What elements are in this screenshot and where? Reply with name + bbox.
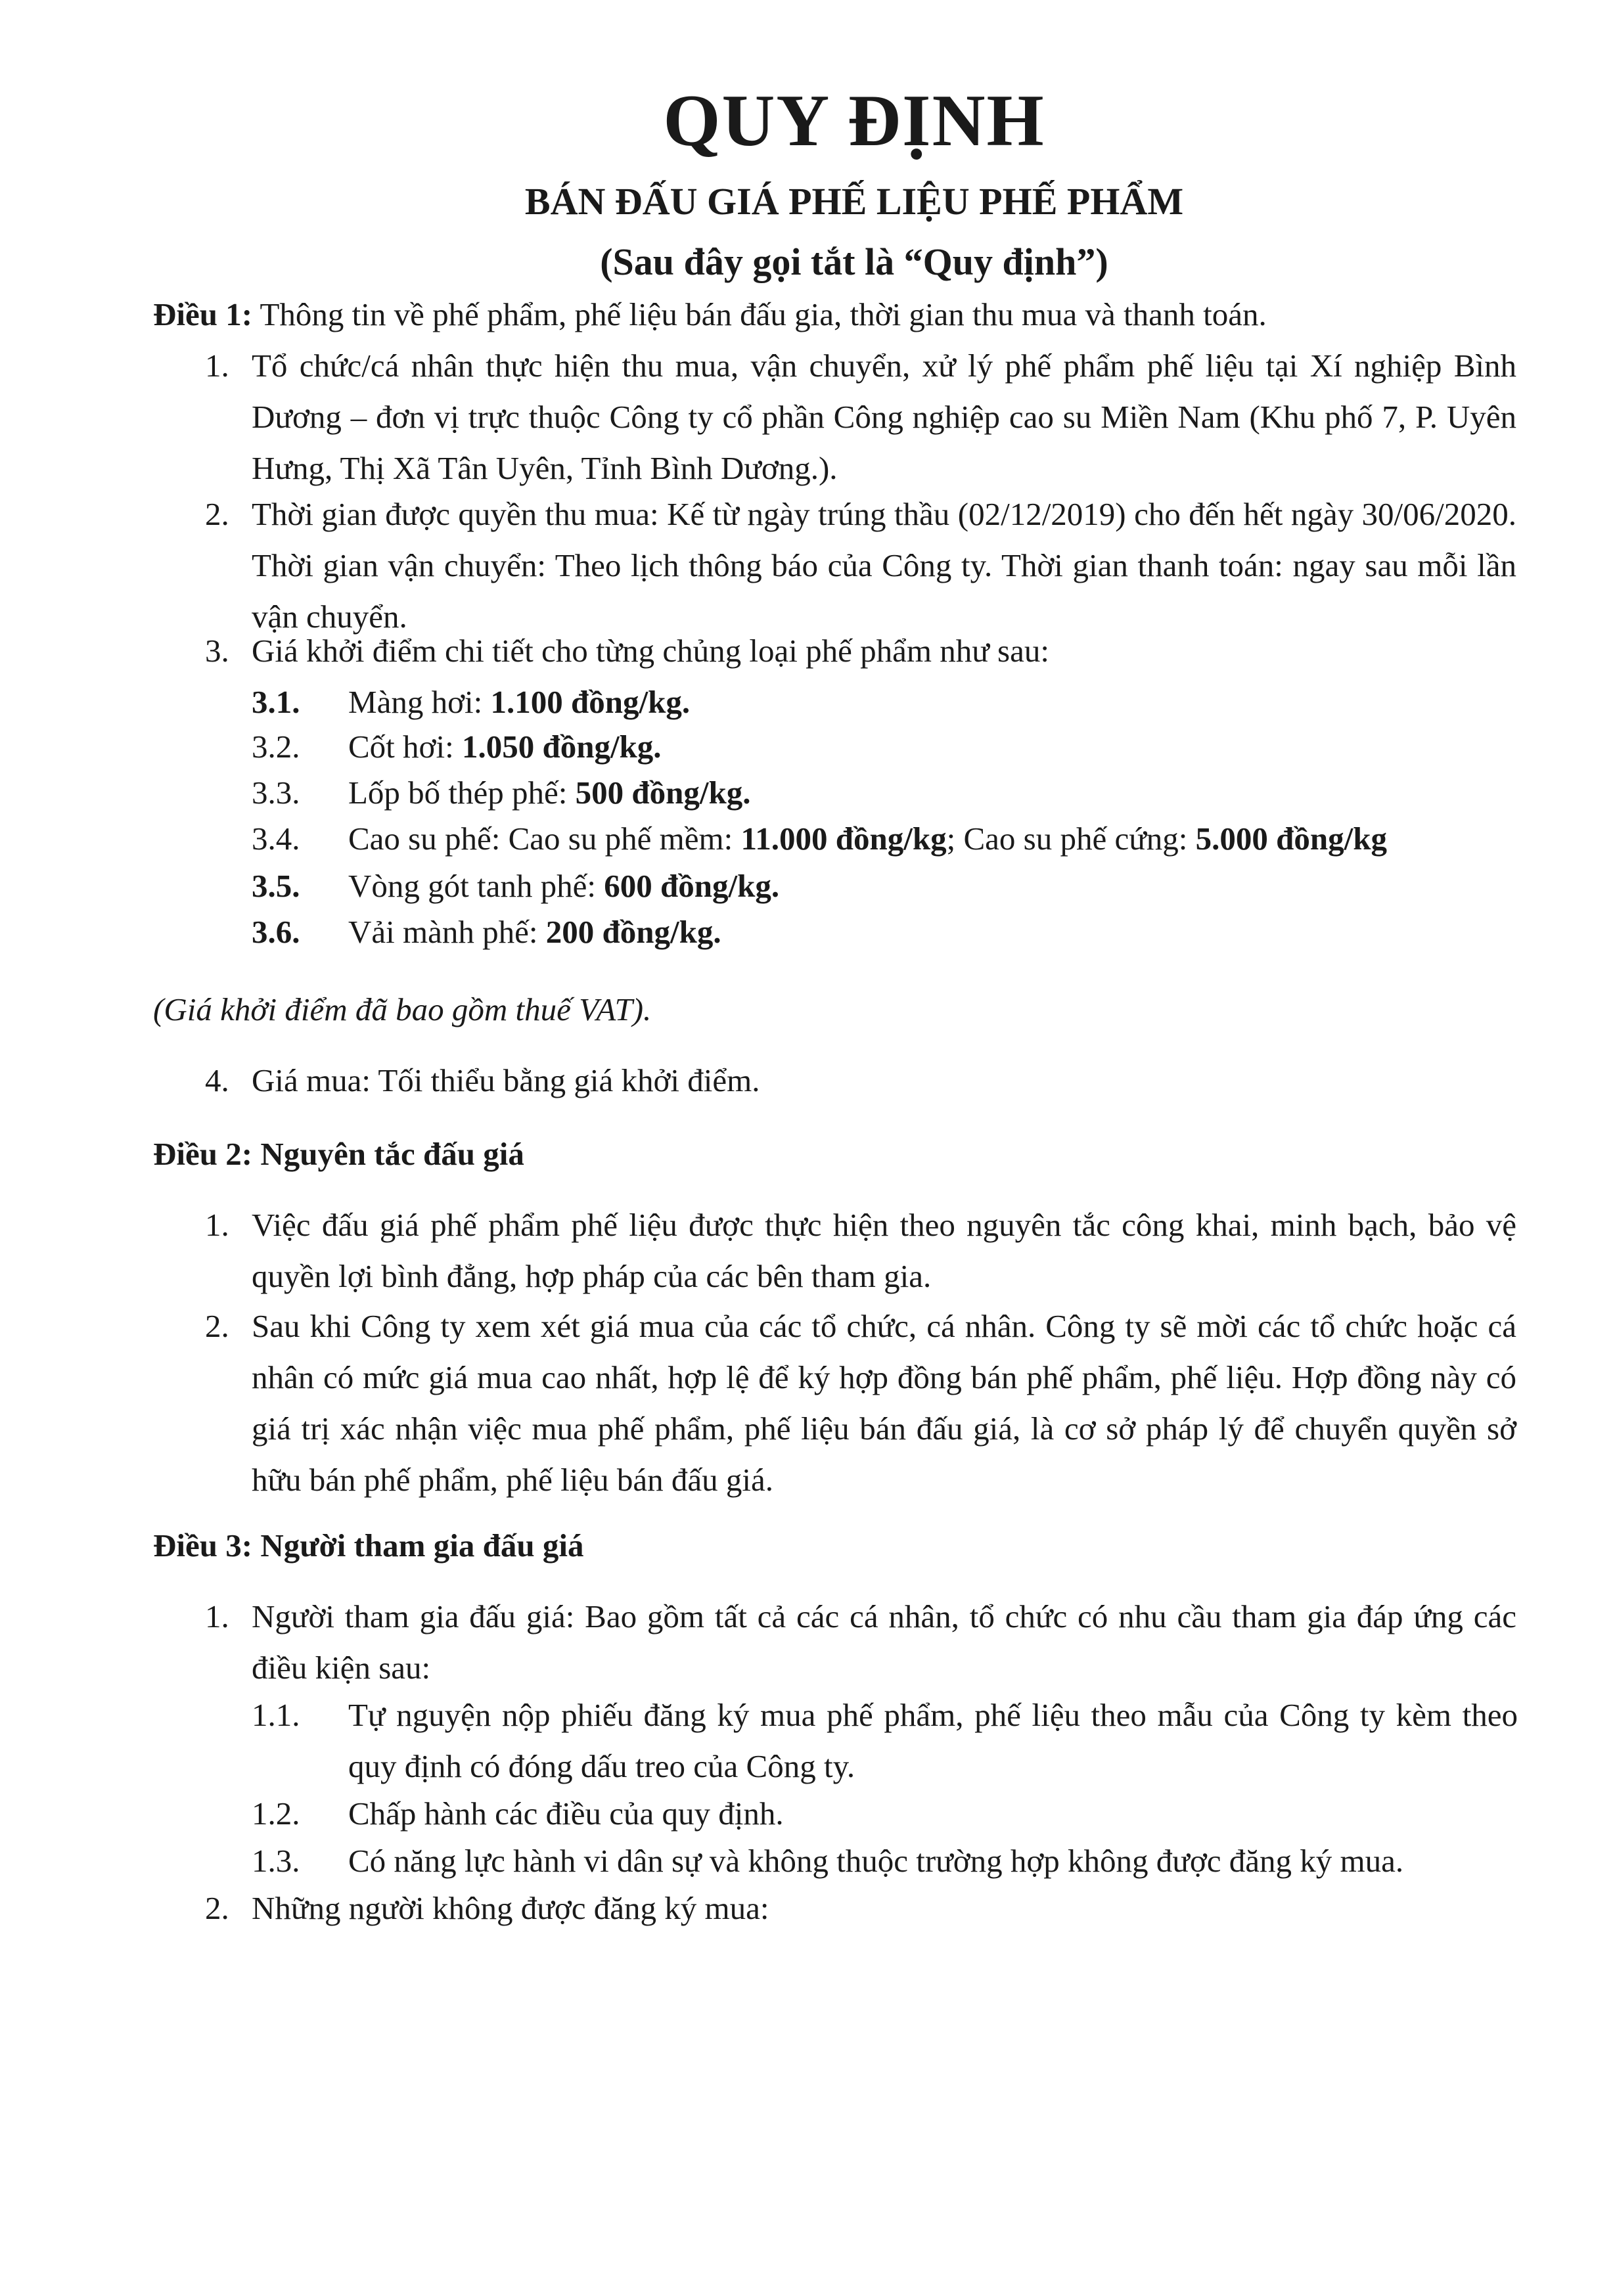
price-item-number: 3.2.: [252, 729, 300, 765]
price-item-number: 3.5.: [252, 868, 300, 904]
article-1-item-text: Thời gian được quyền thu mua: Kế từ ngày trúng thầu (02/12/2019) cho đến hết ngày 30/06/2020. Thời gian vận chuyển: Theo lịch thông báo của Công ty. Thời gian thanh toán: ngay sau mỗi lần vận chuyển.: [252, 496, 1516, 635]
price-item-value: 1.050 đồng/kg.: [461, 729, 662, 765]
article-1-heading: [153, 289, 1533, 340]
document-subtitle-note: (Sau đây gọi tắt là “Quy định”): [600, 240, 1108, 283]
article-2-item-number: 2.: [205, 1308, 229, 1344]
article-3-item-text: Những người không được đăng ký mua:: [252, 1890, 769, 1926]
article-3-subitem-text: Tự nguyện nộp phiếu đăng ký mua phế phẩm, phế liệu theo mẫu của Công ty kèm theo quy định có đóng dấu treo của Công ty.: [348, 1697, 1518, 1784]
article-3-heading: Điều 3: Người tham gia đấu giá: [153, 1527, 584, 1564]
article-1-item-number: 2.: [205, 496, 229, 532]
price-item-value: 11.000 đồng/kg: [740, 821, 947, 857]
price-item-value: 1.100 đồng/kg.: [490, 684, 691, 720]
article-1-item-text: Giá khởi điểm chi tiết cho từng chủng loại phế phẩm như sau:: [252, 633, 1049, 669]
price-item: [348, 767, 751, 819]
price-item: [348, 677, 690, 728]
article-3-subitem-text: Chấp hành các điều của quy định.: [348, 1795, 784, 1832]
price-item-label: Vòng gót tanh phế:: [348, 868, 604, 904]
price-item-value: 500 đồng/kg.: [575, 775, 751, 811]
article-3-item-text: Người tham gia đấu giá: Bao gồm tất cả các cá nhân, tổ chức có nhu cầu tham gia đáp ứng các điều kiện sau:: [252, 1598, 1516, 1686]
price-item-label: Cao su phế: Cao su phế mềm:: [348, 821, 741, 857]
price-item: [348, 813, 1387, 865]
article-3-item-number: 2.: [205, 1890, 229, 1926]
article-3-subitem-number: 1.2.: [252, 1795, 300, 1832]
document-subtitle: BÁN ĐẤU GIÁ PHẾ LIỆU PHẾ PHẨM: [524, 180, 1184, 223]
article-2-item-text: Việc đấu giá phế phẩm phế liệu được thực hiện theo nguyên tắc công khai, minh bạch, bảo vệ quyền lợi bình đẳng, hợp pháp của các bên tham gia.: [252, 1207, 1516, 1294]
article-1-item-number: 1.: [205, 348, 229, 384]
article-3-item-number: 1.: [205, 1598, 229, 1634]
article-2-heading: Điều 2: Nguyên tắc đấu giá: [153, 1136, 524, 1172]
article-1-item-number: 3.: [205, 633, 229, 669]
price-item: [348, 861, 779, 912]
price-item-value-2: 5.000 đồng/kg: [1195, 821, 1388, 857]
price-item-label: Vải mành phế:: [348, 914, 546, 950]
price-item-label: Màng hơi:: [348, 684, 491, 720]
price-item-number: 3.4.: [252, 821, 300, 857]
article-2-item-number: 1.: [205, 1207, 229, 1243]
price-item: [348, 721, 662, 773]
article-3-subitem-number: 1.3.: [252, 1843, 300, 1879]
article-1-item-text: Giá mua: Tối thiểu bằng giá khởi điểm.: [252, 1062, 760, 1098]
article-1-item-number: 4.: [205, 1062, 229, 1098]
document-title: QUY ĐỊNH: [663, 80, 1045, 162]
price-item-number: 3.3.: [252, 775, 300, 811]
article-3-subitem-text: Có năng lực hành vi dân sự và không thuộc trường hợp không được đăng ký mua.: [348, 1843, 1404, 1879]
price-item-label-2: ; Cao su phế cứng:: [946, 821, 1196, 857]
price-item-number: 3.6.: [252, 914, 300, 950]
price-item: [348, 907, 721, 958]
article-1-text: Thông tin về phế phẩm, phế liệu bán đấu gia, thời gian thu mua và thanh toán.: [252, 296, 1267, 332]
article-2-item-text: Sau khi Công ty xem xét giá mua của các tổ chức, cá nhân. Công ty sẽ mời các tổ chức hoặc cá nhân có mức giá mua cao nhất, hợp lệ để ký hợp đồng bán phế phẩm, phế liệu. Hợp đồng này có giá trị xác nhận việc mua phế phẩm, phế liệu bán đấu giá, là cơ sở pháp lý để chuyển quyền sở hữu bán phế phẩm, phế liệu bán đấu giá.: [252, 1308, 1516, 1498]
vat-note: (Giá khởi điểm đã bao gồm thuế VAT).: [153, 991, 652, 1027]
price-item-value: 200 đồng/kg.: [545, 914, 721, 950]
article-1-label: Điều 1:: [153, 296, 253, 332]
price-item-value: 600 đồng/kg.: [604, 868, 780, 904]
price-item-label: Lốp bố thép phế:: [348, 775, 576, 811]
article-3-subitem-number: 1.1.: [252, 1697, 300, 1733]
price-item-number: 3.1.: [252, 684, 300, 720]
article-1-item-text: Tổ chức/cá nhân thực hiện thu mua, vận chuyển, xử lý phế phẩm phế liệu tại Xí nghiệp Bình Dương – đơn vị trực thuộc Công ty cổ phần Công nghiệp cao su Miền Nam (Khu phố 7, P. Uyên Hưng, Thị Xã Tân Uyên, Tỉnh Bình Dương.).: [252, 348, 1516, 486]
price-item-label: Cốt hơi:: [348, 729, 462, 765]
